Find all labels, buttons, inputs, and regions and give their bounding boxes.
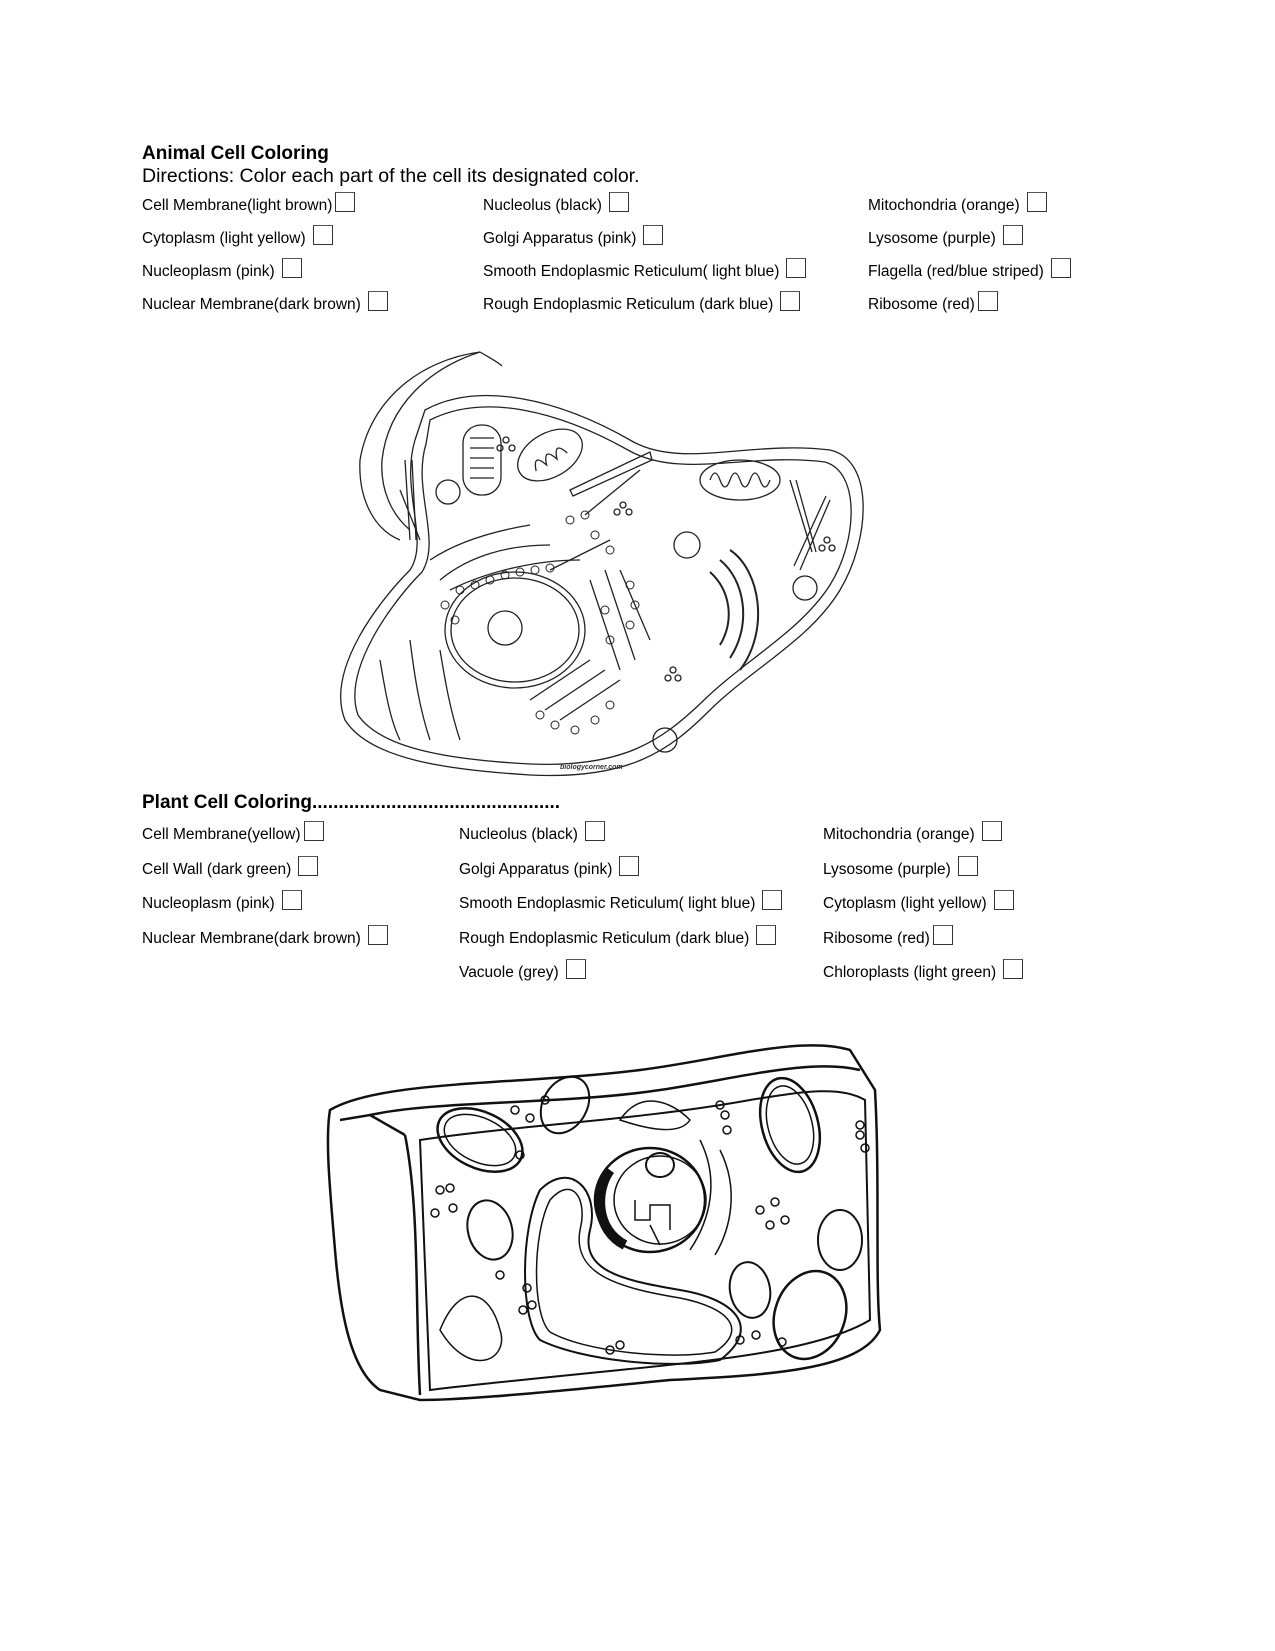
legend-label: Cytoplasm (light yellow) xyxy=(823,895,987,912)
animal-legend-item xyxy=(868,228,1023,248)
plant-legend-item xyxy=(823,962,1023,982)
legend-label: Rough Endoplasmic Reticulum (dark blue) xyxy=(483,296,774,313)
legend-label: Rough Endoplasmic Reticulum (dark blue) xyxy=(459,929,750,947)
color-checkbox[interactable] xyxy=(335,192,355,212)
diagram-watermark: biologycorner.com xyxy=(560,764,623,771)
legend-label: Nucleolus (black) xyxy=(459,826,578,843)
color-checkbox[interactable] xyxy=(762,890,782,910)
legend-label: Nuclear Membrane(dark brown) xyxy=(142,296,361,313)
plant-legend-item xyxy=(142,824,324,844)
legend-label: Flagella (red/blue striped) xyxy=(868,263,1044,280)
animal-legend-item xyxy=(483,261,806,281)
color-checkbox[interactable] xyxy=(1051,258,1071,278)
color-checkbox[interactable] xyxy=(1003,959,1023,979)
color-checkbox[interactable] xyxy=(786,258,806,278)
legend-label: Nucleoplasm (pink) xyxy=(142,263,275,280)
animal-legend-item xyxy=(868,195,1047,215)
color-checkbox[interactable] xyxy=(368,925,388,945)
animal-legend-item xyxy=(483,195,629,215)
legend-label: Nucleoplasm (pink) xyxy=(142,895,275,912)
plant-legend-item xyxy=(459,893,782,913)
legend-label: Lysosome (purple) xyxy=(823,860,951,878)
animal-legend-item xyxy=(142,228,333,248)
animal-legend-item xyxy=(868,294,998,314)
animal-cell-title: Animal Cell Coloring xyxy=(142,143,329,164)
plant-legend-item xyxy=(459,824,605,844)
plant-legend-item xyxy=(142,928,388,948)
animal-legend-item xyxy=(142,261,302,281)
animal-directions: Directions: Color each part of the cell its designated color. xyxy=(142,165,640,187)
legend-label: Mitochondria (orange) xyxy=(823,826,975,843)
color-checkbox[interactable] xyxy=(982,821,1002,841)
legend-label: Vacuole (grey) xyxy=(459,964,559,981)
animal-legend-item xyxy=(483,294,800,314)
legend-label: Lysosome (purple) xyxy=(868,230,996,247)
animal-legend-item xyxy=(483,228,663,248)
plant-legend-item xyxy=(459,928,776,948)
legend-label: Chloroplasts (light green) xyxy=(823,964,997,981)
color-checkbox[interactable] xyxy=(1027,192,1047,212)
color-checkbox[interactable] xyxy=(780,291,800,311)
color-checkbox[interactable] xyxy=(304,821,324,841)
color-checkbox[interactable] xyxy=(585,821,605,841)
color-checkbox[interactable] xyxy=(978,291,998,311)
color-checkbox[interactable] xyxy=(282,890,302,910)
color-checkbox[interactable] xyxy=(298,856,318,876)
plant-legend-item xyxy=(823,928,953,948)
legend-label: Nucleolus (black) xyxy=(483,197,602,214)
plant-cell-diagram xyxy=(320,1030,890,1410)
plant-legend-item xyxy=(823,859,978,879)
legend-label: Smooth Endoplasmic Reticulum( light blue) xyxy=(459,895,756,912)
color-checkbox[interactable] xyxy=(313,225,333,245)
color-checkbox[interactable] xyxy=(958,856,978,876)
legend-label: Ribosome (red) xyxy=(823,929,930,947)
color-checkbox[interactable] xyxy=(368,291,388,311)
plant-legend-item xyxy=(142,859,318,879)
legend-label: Cell Membrane(yellow) xyxy=(142,826,301,843)
plant-legend-item xyxy=(823,893,1014,913)
legend-label: Ribosome (red) xyxy=(868,296,975,313)
legend-label: Smooth Endoplasmic Reticulum( light blue) xyxy=(483,263,780,280)
legend-label: Cytoplasm (light yellow) xyxy=(142,230,306,247)
legend-label: Cell Membrane(light brown) xyxy=(142,197,333,214)
animal-cell-diagram xyxy=(330,340,880,790)
color-checkbox[interactable] xyxy=(1003,225,1023,245)
color-checkbox[interactable] xyxy=(282,258,302,278)
animal-legend-item xyxy=(142,294,388,314)
animal-legend-item xyxy=(868,261,1071,281)
color-checkbox[interactable] xyxy=(643,225,663,245)
color-checkbox[interactable] xyxy=(756,925,776,945)
plant-cell-title: Plant Cell Coloring............................................... xyxy=(142,792,561,813)
plant-legend-item xyxy=(459,859,639,879)
plant-legend-item xyxy=(459,962,586,982)
legend-label: Golgi Apparatus (pink) xyxy=(459,860,613,878)
animal-legend-item xyxy=(142,195,355,215)
legend-label: Mitochondria (orange) xyxy=(868,197,1020,214)
plant-legend-item xyxy=(823,824,1002,844)
color-checkbox[interactable] xyxy=(566,959,586,979)
legend-label: Golgi Apparatus (pink) xyxy=(483,230,637,247)
color-checkbox[interactable] xyxy=(619,856,639,876)
legend-label: Cell Wall (dark green) xyxy=(142,860,292,878)
legend-label: Nuclear Membrane(dark brown) xyxy=(142,929,361,947)
plant-legend-item xyxy=(142,893,302,913)
color-checkbox[interactable] xyxy=(609,192,629,212)
color-checkbox[interactable] xyxy=(933,925,953,945)
color-checkbox[interactable] xyxy=(994,890,1014,910)
